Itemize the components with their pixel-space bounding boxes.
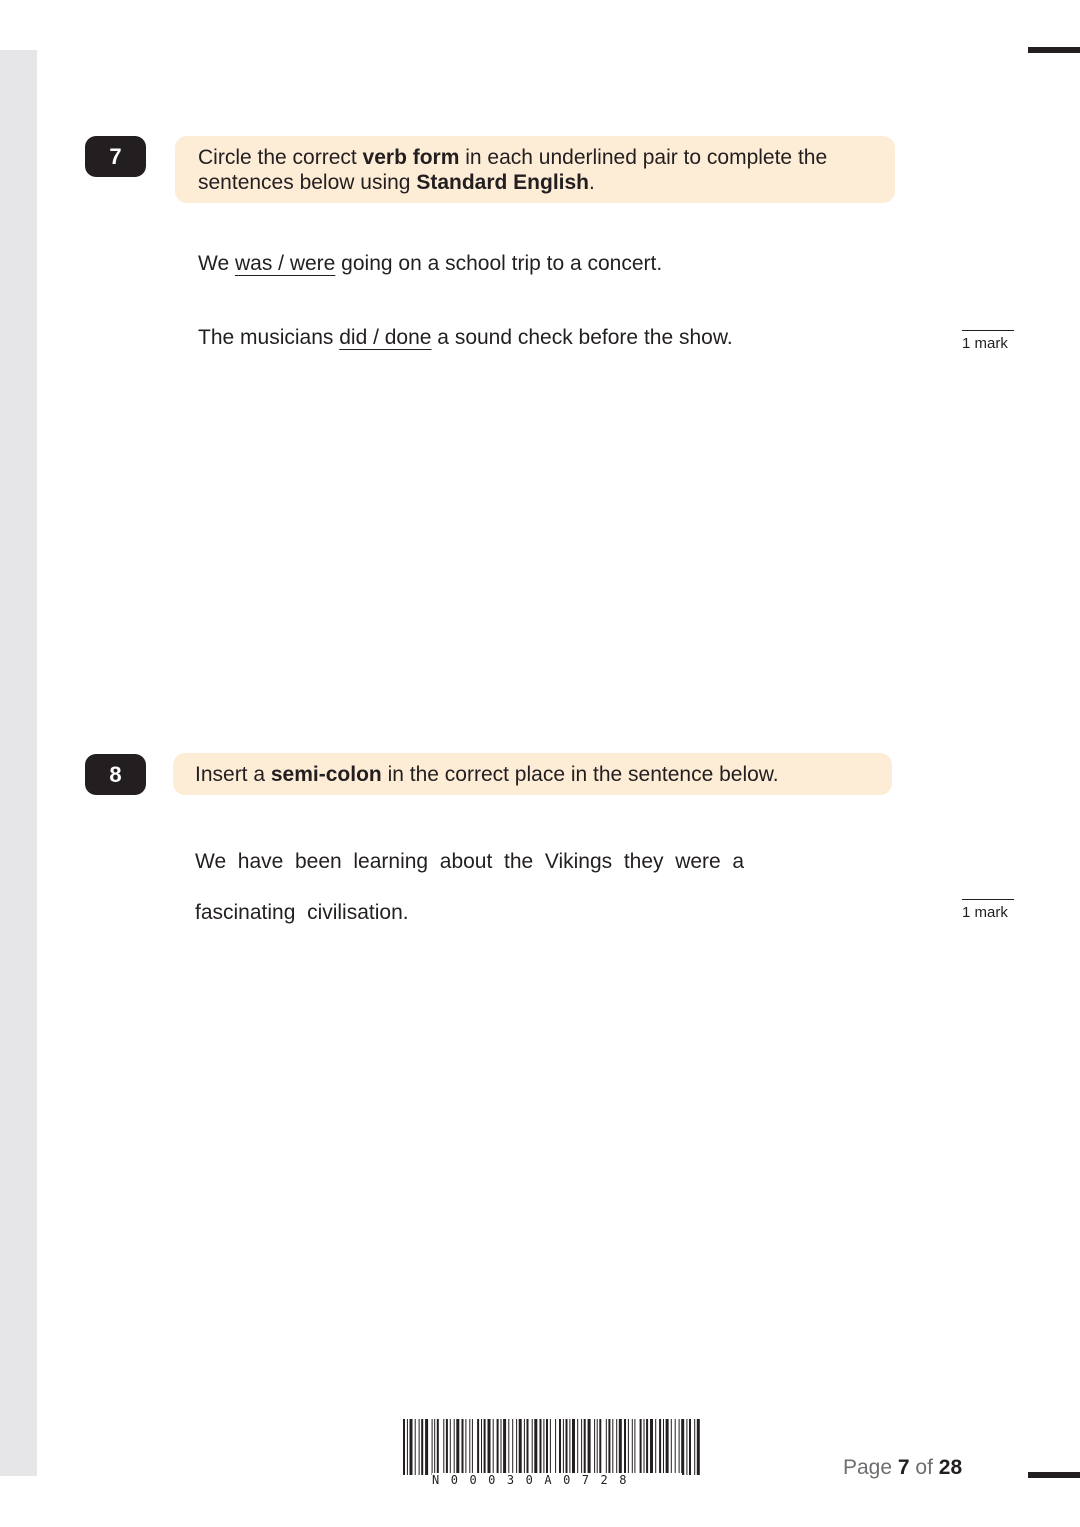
instruction-text: in the correct place in the sentence below. [381,763,779,786]
barcode-bar [624,1419,626,1475]
barcode-bar [577,1419,578,1475]
barcode-bar [608,1419,610,1475]
barcode-bar [527,1419,529,1475]
barcode-bar [581,1419,582,1475]
barcode-bar [569,1419,570,1475]
question-sentence-line[interactable]: We have been learning about the Vikings they were a [195,850,745,873]
barcode-bar [415,1419,416,1475]
barcode-bar [540,1419,542,1475]
barcode-bar [616,1419,617,1475]
instruction-keyword: semi-colon [270,763,382,786]
barcode-bar [497,1419,499,1475]
barcode-bar [679,1419,680,1475]
barcode-bar [493,1419,494,1475]
barcode-bar [572,1419,575,1475]
barcode-bar [512,1419,513,1475]
barcode-bar [584,1419,586,1475]
mark-allocation: 1 mark [962,899,1014,922]
answer-choice-pair[interactable]: did / done [339,326,432,349]
barcode-bar [484,1419,486,1475]
barcode-bar [612,1419,613,1475]
barcode-bar [563,1419,564,1475]
barcode-bar [446,1419,448,1475]
barcode-bar [546,1419,548,1475]
barcode-bar [686,1419,687,1475]
barcode-bar [456,1419,459,1475]
page-current: 7 [897,1456,910,1479]
instruction-keyword: Standard English [416,171,589,194]
sentence-text: The musicians [198,326,340,349]
barcode-bar [681,1419,684,1475]
barcode-bar [543,1419,544,1475]
barcode-bar [443,1419,444,1475]
barcode-bar [454,1419,455,1475]
page-margin-strip [0,50,37,1476]
sentence-text: going on a school trip to a concert. [335,252,663,275]
barcode-bar [432,1419,433,1475]
barcode-bar [524,1419,525,1475]
barcode-bar [472,1419,473,1475]
registration-mark-bottom [1028,1472,1080,1478]
barcode-bar [550,1419,551,1475]
instruction-text: Insert a [195,763,271,786]
barcode-label: N00030A0728 [432,1473,682,1487]
barcode [403,1419,701,1477]
barcode-bar [597,1419,598,1475]
barcode-bar [501,1419,502,1475]
barcode-bar [671,1419,672,1475]
barcode-bar [532,1419,533,1475]
barcode-bar [644,1419,645,1475]
barcode-bar [594,1419,595,1475]
barcode-bar [407,1419,408,1475]
barcode-bar [419,1419,420,1475]
answer-choice-pair[interactable]: was / were [234,252,336,275]
question-instruction [173,753,892,795]
instruction-text: Circle the correct [198,146,363,169]
instruction-keyword: verb form [362,146,460,169]
page-number [843,1455,962,1481]
sentence-text: We [198,252,235,275]
barcode-bar [666,1419,669,1475]
page-of: of [909,1456,939,1479]
barcode-bar [689,1419,691,1475]
barcode-bar [566,1419,568,1475]
barcode-bar [634,1419,635,1475]
barcode-bar [462,1419,464,1475]
barcode-bar [410,1419,413,1475]
barcode-bar [481,1419,482,1475]
instruction-text: sentences below using [198,171,417,194]
question-number-badge: 8 [85,754,146,795]
barcode-bar [588,1419,591,1475]
barcode-bar [469,1419,470,1475]
instruction-text: in each underlined pair to complete the [459,146,828,169]
barcode-bar [675,1419,676,1475]
barcode-bar [450,1419,451,1475]
barcode-bar [697,1419,700,1475]
barcode-bar [516,1419,517,1475]
barcode-bar [503,1419,506,1475]
barcode-bar [640,1419,642,1475]
page-total: 28 [938,1456,963,1479]
barcode-bar [606,1419,607,1475]
barcode-bar [555,1419,556,1475]
barcode-bar [477,1419,479,1475]
question-sentence [198,251,662,276]
question-number-badge: 7 [85,136,146,177]
barcode-bars [403,1419,701,1475]
barcode-bar [632,1419,633,1475]
barcode-bar [663,1419,664,1475]
barcode-bar [421,1419,423,1475]
barcode-bar [403,1419,405,1475]
mark-allocation: 1 mark [962,330,1014,353]
barcode-bar [559,1419,561,1475]
question-sentence [198,325,733,350]
barcode-bar [599,1419,601,1475]
barcode-bar [465,1419,466,1475]
barcode-bar [655,1419,656,1475]
barcode-bar [434,1419,435,1475]
sentence-text: a sound check before the show. [431,326,733,349]
barcode-bar [508,1419,509,1475]
barcode-bar [519,1419,522,1475]
barcode-bar [659,1419,661,1475]
barcode-bar [488,1419,491,1475]
barcode-bar [534,1419,537,1475]
barcode-bar [619,1419,622,1475]
barcode-bar [425,1419,428,1475]
registration-mark-top [1028,47,1080,53]
barcode-bar [628,1419,629,1475]
barcode-bar [646,1419,648,1475]
barcode-bar [437,1419,439,1475]
barcode-bar [694,1419,695,1475]
barcode-bar [650,1419,653,1475]
question-sentence-line[interactable]: fascinating civilisation. [195,901,409,924]
page-word: Page [843,1456,898,1479]
instruction-text: . [589,171,595,194]
question-instruction [175,136,895,203]
